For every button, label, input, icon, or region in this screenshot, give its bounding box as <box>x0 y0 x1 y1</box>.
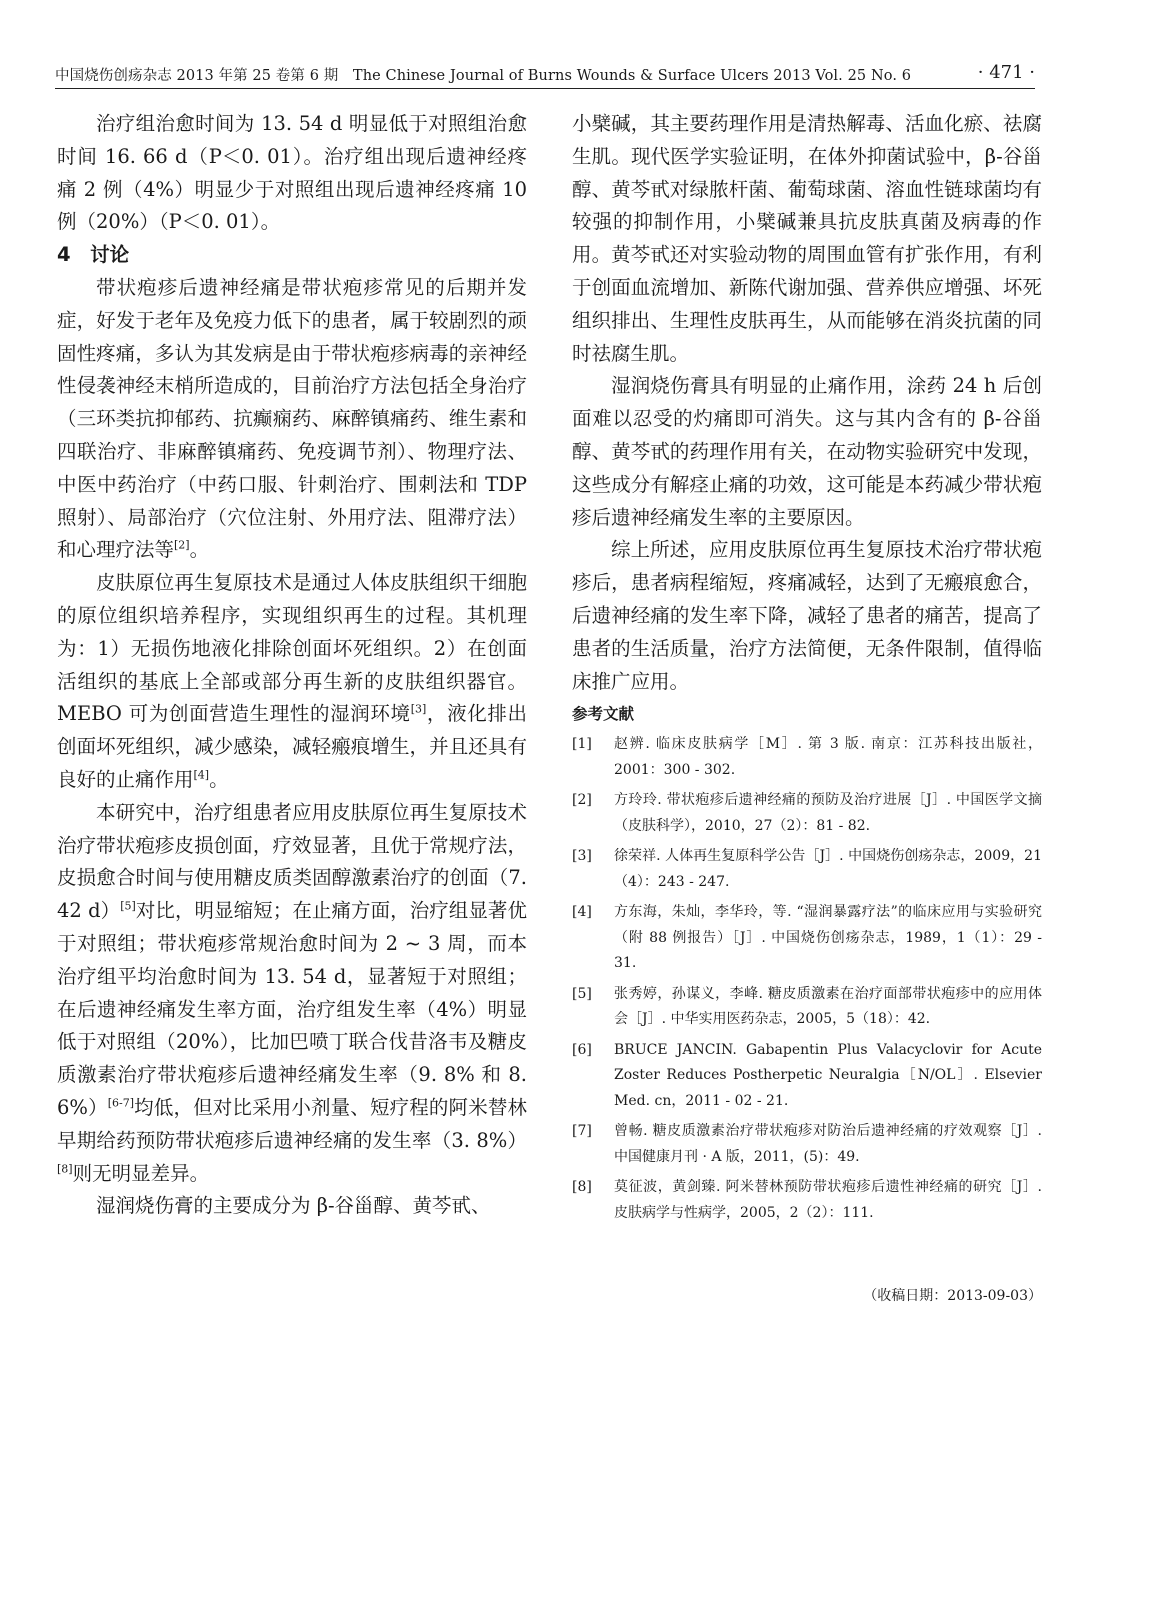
left-column <box>57 108 527 1223</box>
discussion-paragraph-6: 综上所述，应用皮肤原位再生复原技术治疗带状疱疹后，患者病程缩短，疼痛减轻，达到了无瘢痕愈合，后遗神经痛的发生率下降，减轻了患者的痛苦，提高了患者的生活质量，治疗方法简便，无条件限制，值得临床推广应用。 <box>572 538 1042 693</box>
text-run: 皮肤原位再生复原技术是通过人体皮肤组织干细胞的原位组织培养程序，实现组织再生的过程。其机理为：1）无损伤地液化排除创面坏死组织。2）在创面活组织的基底上全部或部分再生新的皮肤组织器官。MEBO 可为创面营造生理性的湿润环境 <box>57 571 527 726</box>
text-run: 。 <box>209 767 229 791</box>
reference-number: [8] <box>572 1179 592 1196</box>
reference-number: [5] <box>572 985 592 1002</box>
text-run: 对比，明显缩短；在止痛方面，治疗组显著优于对照组；带状疱疹常规治愈时间为 2 ~ 3 周，而本治疗组平均治愈时间为 13. 54 d，显著短于对照组；在后遗神经痛发生率方面，治疗组发生率（4%）明显低于对照组（20%），比加巴喷丁联合伐昔洛韦及糖皮质激素治疗带状疱疹后遗神经痛发生率（9. 8% 和 8. 6%） <box>57 899 527 1119</box>
reference-item <box>572 1175 1042 1226</box>
citation: [6-7] <box>107 1096 135 1110</box>
reference-item <box>572 900 1042 977</box>
reference-text: 方玲玲. 带状疱疹后遗神经痛的预防及治疗进展［J］. 中国医学文摘（皮肤科学），2010，27（2）：81 - 82. <box>614 792 1042 834</box>
running-title: 中国烧伤创疡杂志 2013 年第 25 卷第 6 期 The Chinese Journal of Burns Wounds & Surface Ulcers 2013 Vol. 25 No. 6 <box>55 68 912 84</box>
citation: [3] <box>410 702 427 716</box>
reference-list <box>572 732 1042 1226</box>
text-run: 本研究中，治疗组患者应用皮肤原位再生复原技术治疗带状疱疹皮损创面，疗效显著，且优于常规疗法，皮损愈合时间与使用糖皮质类固醇激素治疗的创面（7. 42 d） <box>57 800 527 923</box>
text-run: 带状疱疹后遗神经痛是带状疱疹常见的后期并发症，好发于老年及免疫力低下的患者，属于较剧烈的顽固性疼痛，多认为其发病是由于带状疱疹病毒的亲神经性侵袭神经末梢所造成的，目前治疗方法包括全身治疗（三环类抗抑郁药、抗癫痫药、麻醉镇痛药、维生素和四联治疗、非麻醉镇痛药、免疫调节剂）、物理疗法、中医中药治疗（中药口服、针刺治疗、围刺法和 TDP 照射）、局部治疗（穴位注射、外用疗法、阻滞疗法）和心理疗法等 <box>57 275 527 562</box>
reference-item <box>572 1038 1042 1115</box>
discussion-paragraph-2 <box>57 567 527 797</box>
right-column <box>572 108 1042 1231</box>
discussion-paragraph-5: 湿润烧伤膏具有明显的止痛作用，涂药 24 h 后创面难以忍受的灼痛即可消失。这与其内含有的 β-谷甾醇、黄芩甙的药理作用有关，在动物实验研究中发现，这些成分有解痉止痛的功效，这可能是本药减少带状疱疹后遗神经痛发生率的主要原因。 <box>572 374 1042 529</box>
reference-number: [3] <box>572 848 592 865</box>
section-heading-discussion: 4 讨论 <box>57 243 130 267</box>
reference-text: 方东海，朱灿，李华玲，等. “湿润暴露疗法”的临床应用与实验研究（附 88 例报告）［J］. 中国烧伤创疡杂志，1989，1（1）：29 - 31. <box>614 904 1042 972</box>
reference-text: BRUCE JANCIN. Gabapentin Plus Valacyclovir for Acute Zoster Reduces Postherpetic Neuralgia［N/OL］. Elsevier Med. cn，2011 - 02 - 21. <box>614 1041 1042 1109</box>
page-number: · 471 · <box>977 62 1035 83</box>
discussion-paragraph-1 <box>57 272 527 567</box>
results-paragraph: 治疗组治愈时间为 13. 54 d 明显低于对照组治愈时间 16. 66 d（P＜0. 01）。治疗组出现后遗神经疼痛 2 例（4%）明显少于对照组出现后遗神经疼痛 10 例（20%）（P＜0. 01）。 <box>57 112 527 234</box>
reference-number: [6] <box>572 1041 592 1058</box>
reference-item <box>572 982 1042 1033</box>
running-header <box>55 62 1035 89</box>
text-run: 。 <box>189 538 210 562</box>
discussion-paragraph-3 <box>57 797 527 1191</box>
citation: [4] <box>193 768 210 782</box>
citation: [8] <box>57 1162 73 1175</box>
reference-text: 赵辨. 临床皮肤病学［M］. 第 3 版. 南京：江苏科技出版社，2001：300 - 302. <box>614 736 1042 778</box>
references-heading: 参考文献 <box>572 705 635 724</box>
reference-number: [2] <box>572 792 592 809</box>
reference-item <box>572 788 1042 839</box>
reference-text: 曾畅. 糖皮质激素治疗带状疱疹对防治后遗神经痛的疗效观察［J］. 中国健康月刊 · A 版，2011，(5)：49. <box>614 1123 1042 1165</box>
citation: [5] <box>120 899 136 913</box>
reference-item <box>572 1119 1042 1170</box>
text-run: 则无明显差异。 <box>72 1161 210 1185</box>
text-run: 均低，但对比采用小剂量、短疗程的阿米替林早期给药预防带状疱疹后遗神经痛的发生率（3. 8%） <box>57 1095 527 1152</box>
reference-item <box>572 844 1042 895</box>
reference-number: [4] <box>572 904 592 921</box>
discussion-paragraph-4-cont: 小檗碱，其主要药理作用是清热解毒、活血化瘀、祛腐生肌。现代医学实验证明，在体外抑菌试验中，β-谷甾醇、黄芩甙对绿脓杆菌、葡萄球菌、溶血性链球菌均有较强的抑制作用，小檗碱兼具抗皮肤真菌及病毒的作用。黄芩甙还对实验动物的周围血管有扩张作用，有利于创面血流增加、新陈代谢加强、营养供应增强、坏死组织排出、生理性皮肤再生，从而能够在消炎抗菌的同时祛腐生肌。 <box>572 112 1042 365</box>
reference-text: 徐荣祥. 人体再生复原科学公告［J］. 中国烧伤创疡杂志，2009，21（4）：243 - 247. <box>614 848 1042 890</box>
text-run: ，液化排出创面坏死组织，减少感染，减轻瘢痕增生，并且还具有良好的止痛作用 <box>57 702 527 791</box>
reference-number: [1] <box>572 736 592 753</box>
reference-text: 莫征波，黄剑臻. 阿米替林预防带状疱疹后遗性神经痛的研究［J］. 皮肤病学与性病学，2005，2（2）：111. <box>614 1179 1042 1221</box>
reference-number: [7] <box>572 1123 592 1140</box>
reference-text: 张秀婷，孙谋义，李峰. 糖皮质激素在治疗面部带状疱疹中的应用体会［J］. 中华实用医药杂志，2005，5（18）：42. <box>614 985 1042 1028</box>
discussion-paragraph-4-start: 湿润烧伤膏的主要成分为 β-谷甾醇、黄芩甙、 <box>96 1194 491 1218</box>
received-date: （收稿日期：2013-09-03） <box>863 1288 1042 1304</box>
citation: [2] <box>174 538 190 552</box>
reference-item <box>572 732 1042 783</box>
